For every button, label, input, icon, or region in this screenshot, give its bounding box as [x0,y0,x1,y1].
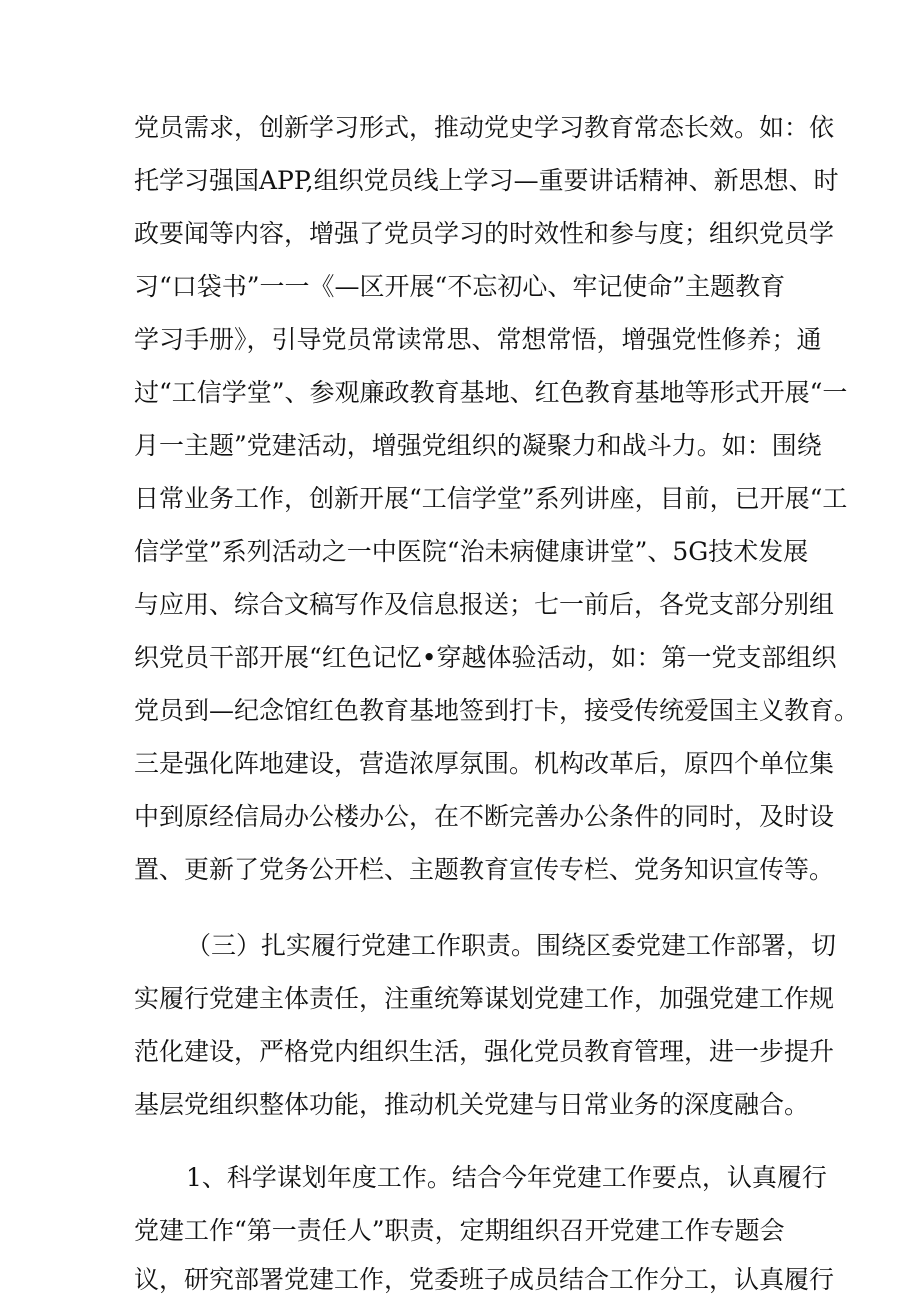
text-line: 与应用、综合文稿写作及信息报送；七一前后，各党支部分别组 [134,590,835,619]
text-line: 基层党组织整体功能，推动机关党建与日常业务的深度融合。 [134,1090,810,1119]
text-line: 信学堂”系列活动之一中医院“治未病健康讲堂”、5G技术发展 [134,537,809,566]
text-line: 学习手册》，引导党员常读常思、常想常悟，增强党性修养；通 [134,325,822,354]
text-line: 托学习强国APP,组织党员线上学习—重要讲话精神、新思想、时 [134,166,839,195]
text-line: 三是强化阵地建设，营造浓厚氛围。机构改革后，原四个单位集 [134,749,835,778]
text-line: 党建工作“第一责任人”职责，定期组织召开党建工作专题会 [134,1216,785,1245]
text-line: 范化建设，严格党内组织生活，强化党员教育管理，进一步提升 [134,1037,835,1066]
text-line: 习“口袋书”一一《—区开展“不忘初心、牢记使命”主题教育 [134,272,786,301]
text-line: 中到原经信局办公楼办公，在不断完善办公条件的同时，及时设 [134,802,835,831]
text-line: 政要闻等内容，增强了党员学习的时效性和参与度；组织党员学 [134,219,835,248]
text-line: （三）扎实履行党建工作职责。围绕区委党建工作部署，切 [186,931,837,960]
text-line: 过“工信学堂”、参观廉政教育基地、红色教育基地等形式开展“一 [134,378,848,407]
text-line: 月一主题”党建活动，增强党组织的凝聚力和战斗力。如：围绕 [134,431,822,460]
text-line: 1、科学谋划年度工作。结合今年党建工作要点，认真履行 [186,1163,827,1192]
text-line: 实履行党建主体责任，注重统筹谋划党建工作，加强党建工作规 [134,984,835,1013]
text-line: 织党员干部开展“红色记忆•穿越体验活动，如：第一党支部组织 [134,643,837,672]
text-line: 党员到—纪念馆红色教育基地签到打卡，接受传统爱国主义教育。 [134,696,860,725]
text-line: 置、更新了党务公开栏、主题教育宣传专栏、党务知识宣传等。 [134,855,835,884]
text-line: 日常业务工作，创新开展“工信学堂”系列讲座，目前，已开展“工 [134,484,848,513]
text-line: 议，研究部署党建工作，党委班子成员结合工作分工，认真履行 [134,1265,835,1294]
text-line: 党员需求，创新学习形式，推动党史学习教育常态长效。如：依 [134,113,835,142]
